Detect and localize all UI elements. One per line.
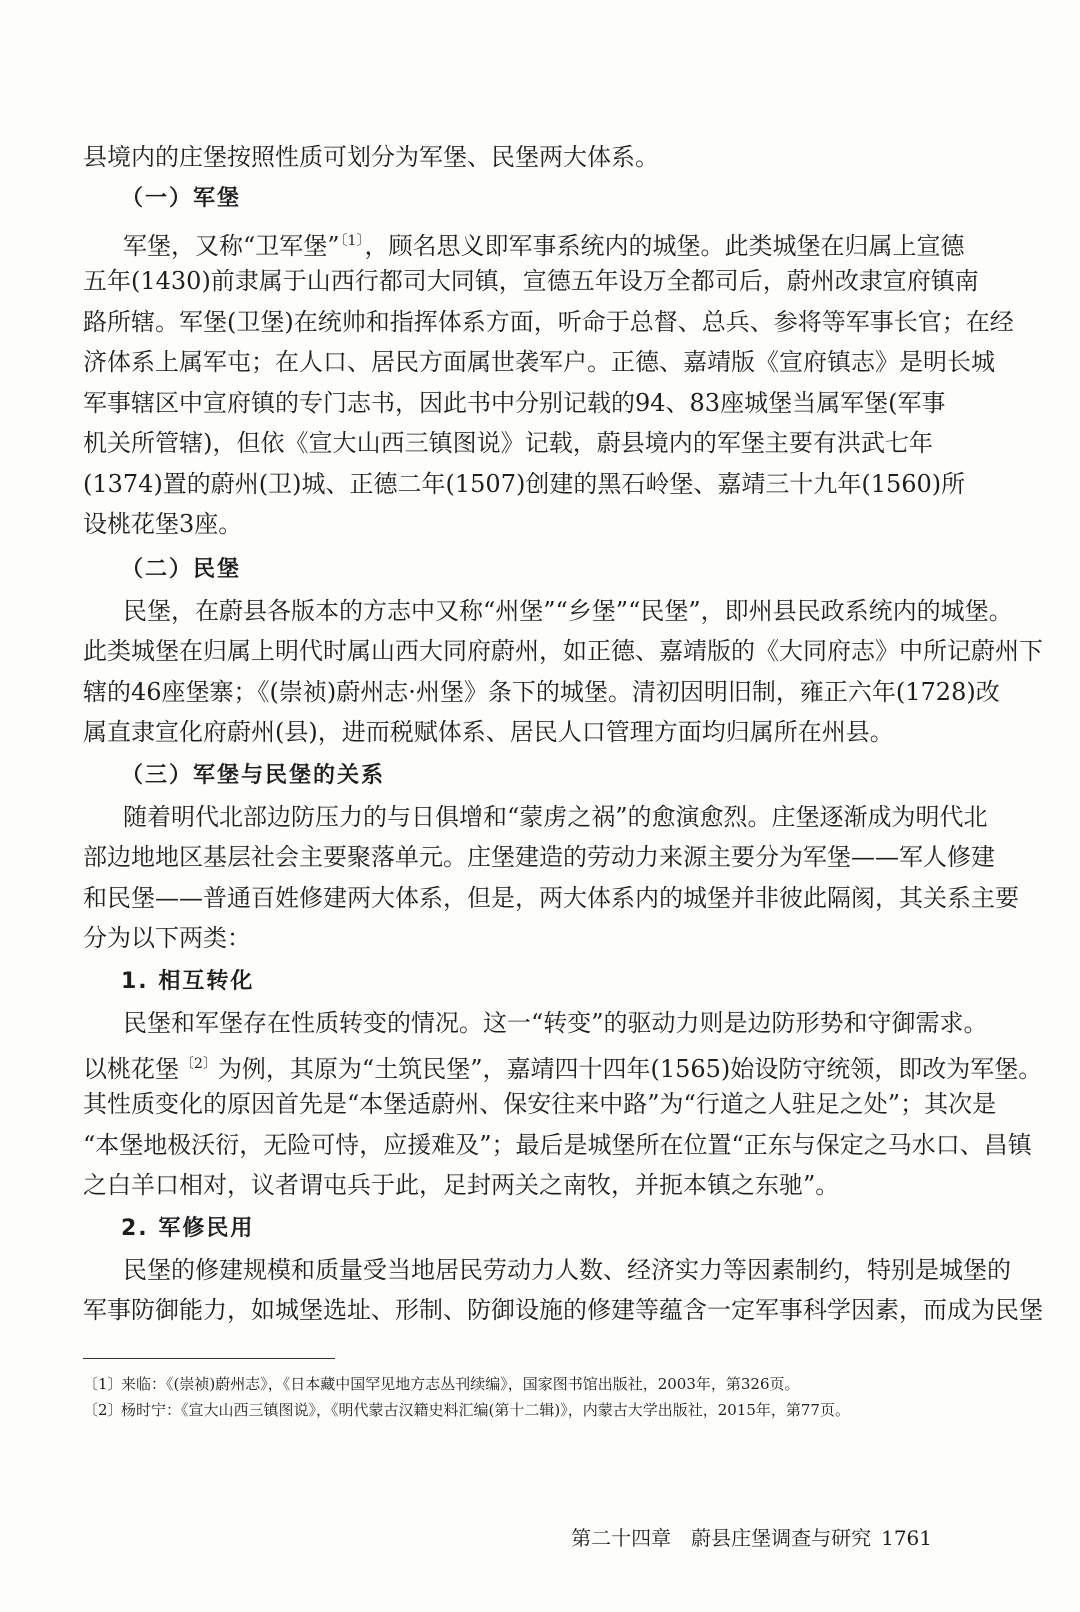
text-span: 民堡的修建规模和质量受当地居民劳动力人数、经济实力等因素制约，特别是城堡的 — [123, 1256, 1011, 1284]
text-span: ，顾名思义即军事系统内的城堡。此类城堡在归属上宣德 — [364, 232, 965, 260]
text-span: 民堡，在蔚县各版本的方志中又称“州堡”“乡堡”“民堡”，即州县民政系统内的城堡。 — [123, 597, 1013, 625]
text-span: 军堡，又称“卫军堡” — [123, 232, 340, 260]
body-line — [83, 800, 988, 834]
body-line: “本堡地极沃衍，无险可恃，应援难及”；最后是城堡所在位置“正东与保定之马水口、昌镇 — [83, 1131, 1032, 1159]
body-line: 军事辖区中宣府镇的专门志书，因此书中分别记载的94、83座城堡当属军堡(军事 — [83, 389, 946, 417]
body-line: 设桃花堡3座。 — [83, 510, 243, 538]
body-line: 和民堡——普通百姓修建两大体系，但是，两大体系内的城堡并非彼此隔阂，其关系主要 — [83, 884, 1019, 912]
footnote — [83, 1399, 850, 1421]
footnote-ref-2: 〔2〕 — [180, 1056, 217, 1072]
body-line: 之白羊口相对，议者谓屯兵于此，足封两关之南牧，并扼本镇之东驰”。 — [83, 1171, 840, 1199]
body-line — [83, 224, 965, 263]
footnote-mark: 〔1〕 — [83, 1375, 123, 1393]
body-line: 机关所管辖)，但依《宣大山西三镇图说》记载，蔚县境内的军堡主要有洪武七年 — [83, 429, 933, 457]
footnote-divider — [83, 1358, 335, 1359]
section-heading-civil-forts: （二）民堡 — [121, 557, 242, 582]
footnote-mark: 〔2〕 — [83, 1401, 123, 1419]
body-line: (1374)置的蔚州(卫)城、正德二年(1507)创建的黑石岭堡、嘉靖三十九年(1560)所 — [83, 470, 966, 498]
body-line: 辖的46座堡寨；《(崇祯)蔚州志·州堡》条下的城堡。清初因明旧制，雍正六年(1728)改 — [83, 678, 1000, 706]
footnote-ref-1: 〔1〕 — [340, 233, 364, 249]
page-number: 1761 — [881, 1526, 932, 1550]
body-line: 属直隶宣化府蔚州(县)，进而税赋体系、居民人口管理方面均归属所在州县。 — [83, 718, 894, 746]
body-line: 其性质变化的原因首先是“本堡适蔚州、保安往来中路”为“行道之人驻足之处”；其次是 — [83, 1090, 997, 1118]
body-line — [83, 1253, 1011, 1287]
footnote — [83, 1373, 800, 1395]
footnote-text: 杨时宁：《宣大山西三镇图说》，《明代蒙古汉籍史料汇编(第十二辑)》，内蒙古大学出版社，2015年，第77页。 — [121, 1401, 850, 1419]
body-line: 路所辖。军堡(卫堡)在统帅和指挥体系方面，听命于总督、总兵、参将等军事长官；在经 — [83, 308, 1014, 336]
body-line — [83, 594, 1013, 628]
body-line: 五年(1430)前隶属于山西行都司大同镇，宣德五年设万全都司后，蔚州改隶宣府镇南 — [83, 267, 979, 295]
text-span: 民堡和军堡存在性质转变的情况。这一“转变”的驱动力则是边防形势和守御需求。 — [123, 1009, 988, 1037]
body-line: 分为以下两类： — [83, 924, 251, 952]
text-span: 以桃花堡 — [83, 1055, 179, 1083]
body-line — [83, 1006, 988, 1040]
body-line: 部边地地区基层社会主要聚落单元。庄堡建造的劳动力来源主要分为军堡——军人修建 — [83, 843, 995, 871]
footnote-text: 来临：《(崇祯)蔚州志》，《日本藏中国罕见地方志丛刊续编》，国家图书馆出版社，2003年，第326页。 — [121, 1375, 800, 1393]
body-line: 此类城堡在归属上明代时属山西大同府蔚州，如正德、嘉靖版的《大同府志》中所记蔚州下 — [83, 637, 1043, 665]
body-line: 济体系上属军屯；在人口、居民方面属世袭军户。正德、嘉靖版《宣府镇志》是明长城 — [83, 348, 995, 376]
body-line: 县境内的庄堡按照性质可划分为军堡、民堡两大体系。 — [83, 143, 659, 171]
running-footer — [571, 1524, 932, 1552]
body-line: 军事防御能力，如城堡选址、形制、防御设施的修建等蕴含一定军事科学因素，而成为民堡 — [83, 1296, 1043, 1324]
text-span: 为例，其原为“土筑民堡”，嘉靖四十四年(1565)始设防守统领，即改为军堡。 — [217, 1055, 1043, 1083]
text-span: 随着明代北部边防压力的与日俱增和“蒙虏之祸”的愈演愈烈。庄堡逐渐成为明代北 — [123, 803, 988, 831]
body-line — [83, 1047, 1043, 1086]
subheading-mutual-conversion: 1. 相互转化 — [121, 969, 255, 994]
section-heading-relationship: （三）军堡与民堡的关系 — [121, 763, 386, 788]
chapter-title: 第二十四章 蔚县庄堡调查与研究 — [571, 1526, 872, 1550]
section-heading-military-forts: （一）军堡 — [121, 186, 242, 211]
subheading-military-built-civil-use: 2. 军修民用 — [121, 1216, 255, 1241]
